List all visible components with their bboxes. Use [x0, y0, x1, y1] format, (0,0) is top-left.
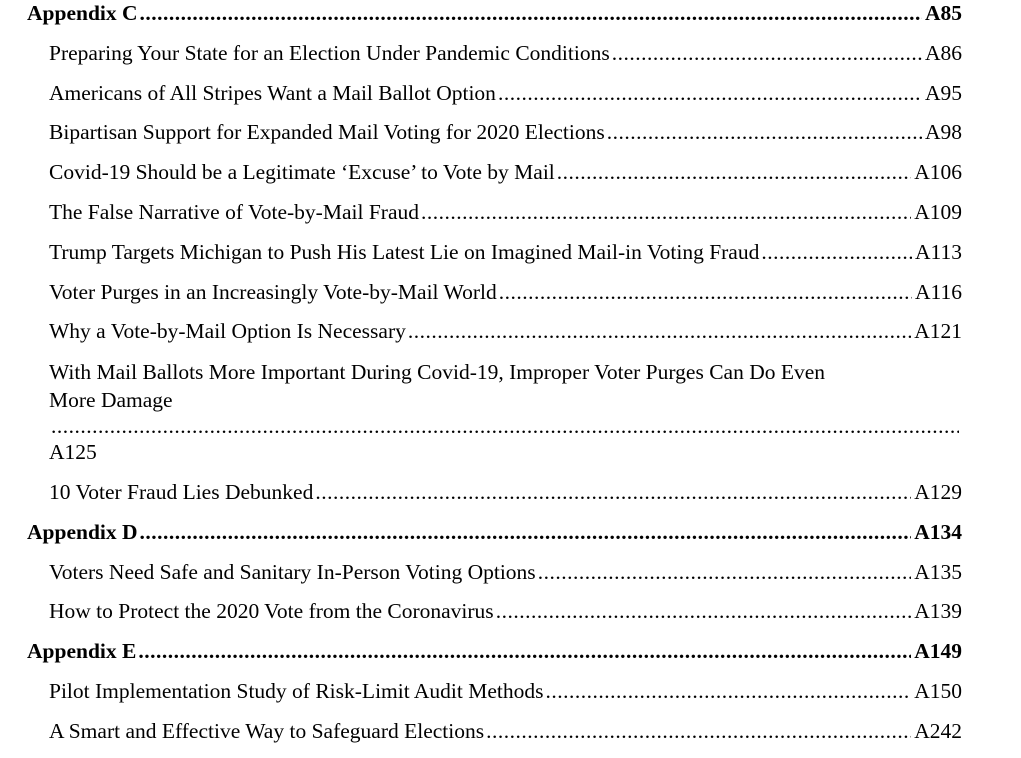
toc-page-number: A85 — [924, 1, 962, 25]
toc-heading-title: Appendix D — [27, 519, 138, 544]
toc-page-number: A95 — [924, 80, 962, 105]
toc-entry-title: Preparing Your State for an Election Under Pandemic Conditions — [49, 40, 610, 65]
toc-page-number: A113 — [915, 239, 962, 264]
toc-heading-appendix-c[interactable] — [27, 0, 962, 26]
toc-page-number: A129 — [914, 479, 962, 504]
toc-page-number: A135 — [914, 559, 962, 584]
toc-entry-title: Americans of All Stripes Want a Mail Ballot Option — [49, 80, 496, 105]
toc-heading-appendix-e[interactable] — [27, 638, 962, 664]
toc-heading-appendix-d[interactable] — [27, 519, 962, 545]
toc-heading-title: Appendix C — [27, 1, 138, 25]
toc-entry-title: Pilot Implementation Study of Risk-Limit Audit Methods — [49, 678, 544, 703]
dot-leader — [408, 318, 911, 344]
toc-page-number: A86 — [924, 40, 962, 65]
dot-leader — [496, 598, 912, 624]
toc-entry[interactable] — [27, 678, 962, 704]
dot-leader — [557, 159, 911, 185]
dot-leader — [607, 119, 922, 145]
dot-leader — [51, 413, 959, 439]
toc-entry-title: Voters Need Safe and Sanitary In-Person Voting Options — [49, 559, 536, 584]
toc-entry[interactable] — [27, 199, 962, 225]
dot-leader — [421, 199, 911, 225]
dot-leader — [140, 519, 912, 545]
dot-leader — [138, 638, 911, 664]
toc-entry[interactable] — [27, 159, 962, 185]
toc-entry[interactable] — [27, 479, 962, 505]
toc-entry-title: Bipartisan Support for Expanded Mail Voting for 2020 Elections — [49, 120, 605, 145]
dot-leader — [140, 0, 922, 26]
toc-heading-title: Appendix E — [27, 639, 137, 664]
table-of-contents — [27, 0, 962, 758]
toc-entry-title: Covid-19 Should be a Legitimate ‘Excuse’ to Vote by Mail — [49, 160, 555, 185]
toc-page-number: A134 — [914, 519, 962, 544]
toc-entry[interactable] — [27, 80, 962, 106]
toc-entry[interactable] — [27, 718, 962, 744]
toc-entry[interactable] — [27, 40, 962, 66]
toc-entry[interactable] — [27, 559, 962, 585]
dot-leader — [761, 239, 912, 265]
toc-entry[interactable] — [27, 318, 962, 344]
toc-entry-title: Trump Targets Michigan to Push His Latest Lie on Imagined Mail-in Voting Fraud — [49, 239, 760, 264]
toc-entry[interactable] — [27, 279, 962, 305]
toc-entry[interactable] — [27, 239, 962, 265]
toc-page-number: A139 — [914, 599, 962, 624]
dot-leader — [499, 279, 912, 305]
toc-entry[interactable] — [27, 358, 962, 465]
toc-page-number: A125 — [49, 440, 97, 465]
toc-page-number: A150 — [914, 678, 962, 703]
toc-page-number: A109 — [914, 199, 962, 224]
toc-entry[interactable] — [27, 598, 962, 624]
toc-page-number: A106 — [914, 160, 962, 185]
dot-leader — [538, 559, 912, 585]
toc-entry-title-line-2: More Damage — [49, 388, 173, 413]
dot-leader — [546, 678, 912, 704]
toc-entry[interactable] — [27, 119, 962, 145]
toc-entry-title: Why a Vote-by-Mail Option Is Necessary — [49, 319, 406, 344]
toc-page-number: A242 — [914, 718, 962, 743]
toc-page-number: A121 — [914, 319, 962, 344]
toc-entry-title-line-1: With Mail Ballots More Important During Covid-19, Improper Voter Purges Can Do Even — [49, 360, 826, 385]
dot-leader — [486, 718, 911, 744]
dot-leader — [315, 479, 911, 505]
dot-leader — [612, 40, 922, 66]
dot-leader — [498, 80, 922, 106]
toc-entry-title: A Smart and Effective Way to Safeguard Elections — [49, 718, 485, 743]
toc-page-number: A116 — [915, 279, 962, 304]
toc-page-number: A98 — [924, 120, 962, 145]
toc-entry-title: The False Narrative of Vote-by-Mail Fraud — [49, 199, 419, 224]
toc-entry-title: How to Protect the 2020 Vote from the Coronavirus — [49, 599, 494, 624]
toc-page-number: A149 — [914, 639, 962, 664]
toc-entry-title: Voter Purges in an Increasingly Vote-by-Mail World — [49, 279, 497, 304]
toc-entry-title: 10 Voter Fraud Lies Debunked — [49, 479, 314, 504]
